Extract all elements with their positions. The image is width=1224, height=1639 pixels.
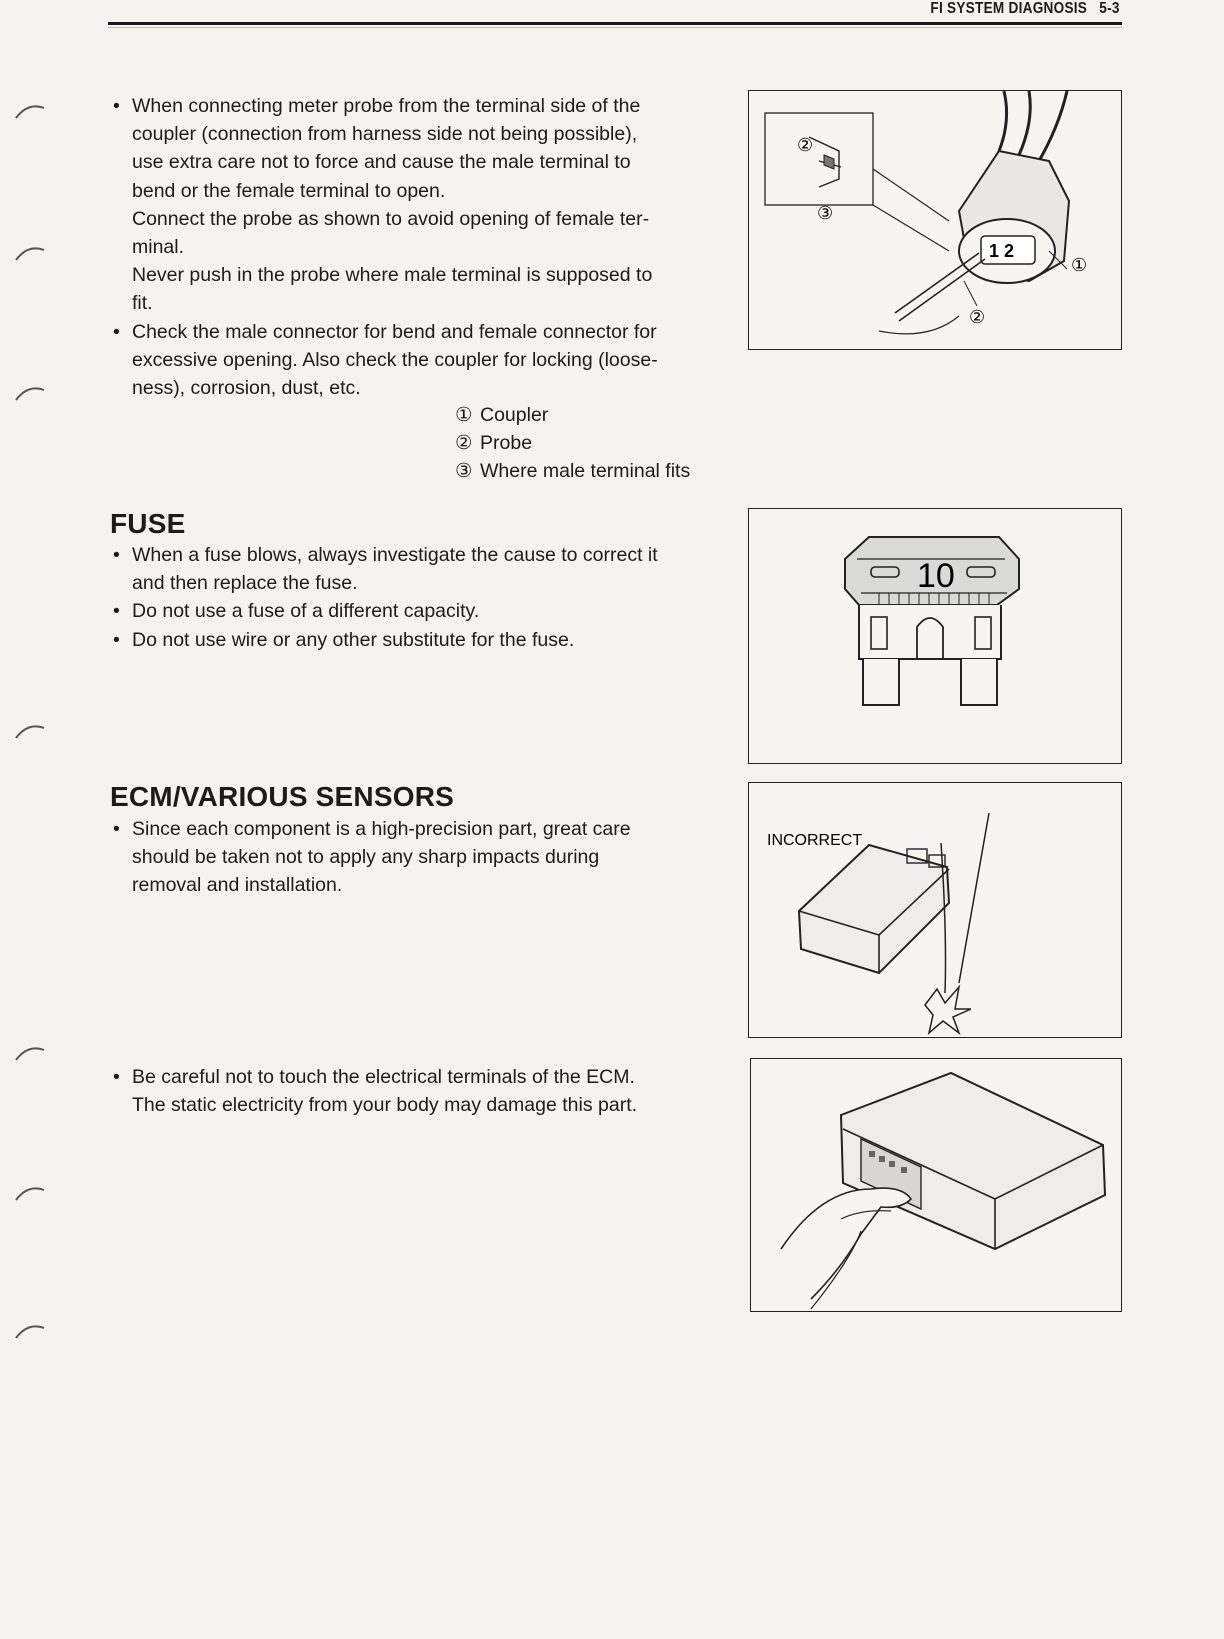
fuse-illustration — [749, 509, 1121, 763]
fuse-figure — [748, 508, 1122, 764]
text-line: should be taken not to apply any sharp impacts during — [132, 846, 600, 869]
incorrect-label: INCORRECT — [767, 832, 863, 849]
running-header — [931, 0, 1120, 18]
fuse-section-title: FUSE — [110, 508, 186, 539]
callout-1: ① — [1071, 255, 1088, 276]
legend-item-coupler — [455, 401, 690, 429]
fuse-bullet-2: • Do not use a fuse of a different capacity. — [113, 597, 718, 625]
text-line: minal. — [132, 236, 185, 259]
text-line: bend or the female terminal to open. — [132, 179, 446, 202]
ecm-section-title: ECM/VARIOUS SENSORS — [110, 781, 454, 812]
legend-number: ① — [455, 404, 473, 426]
binder-hole-mark — [14, 1320, 46, 1342]
probe-bullet-2 — [113, 318, 718, 403]
text-line: • Check the male connector for bend and female connector for — [132, 320, 657, 343]
text-line: coupler (connection from harness side not being possible), — [132, 123, 638, 146]
coupler-probe-figure — [748, 90, 1122, 350]
text-line: use extra care not to force and cause the male terminal to — [132, 151, 631, 174]
ecm-touch-illustration — [751, 1059, 1121, 1311]
svg-text:1 2: 1 2 — [989, 241, 1015, 261]
binder-hole-mark — [14, 1182, 46, 1204]
text-line: • When a fuse blows, always investigate the cause to correct it — [132, 544, 658, 566]
legend-number: ② — [455, 432, 473, 455]
legend-item-male-terminal — [455, 457, 690, 485]
legend-number: ③ — [455, 460, 473, 483]
legend-item-probe — [455, 429, 690, 457]
fuse-rating-label: 10 — [917, 557, 955, 595]
coupler-probe-illustration — [749, 91, 1121, 349]
text-line: • Since each component is a high-precision part, great care — [132, 818, 631, 840]
text-line: Connect the probe as shown to avoid opening of female ter- — [132, 207, 650, 230]
ecm-bullet-2 — [113, 1063, 718, 1119]
figure-legend — [455, 401, 690, 486]
page-number: 5-3 — [1099, 0, 1120, 17]
ecm-touch-figure — [750, 1058, 1122, 1312]
ecm-bullet-1 — [113, 815, 718, 900]
fuse-bullet-3: • Do not use wire or any other substitute for the fuse. — [113, 626, 718, 654]
binder-hole-mark — [14, 720, 46, 742]
fuse-section-text — [113, 541, 718, 654]
text-line: • Be careful not to touch the electrical terminals of the ECM. — [132, 1066, 635, 1088]
text-line: excessive opening. Also check the coupler for locking (loose- — [132, 348, 658, 371]
ecm-drop-illustration — [749, 783, 1121, 1037]
binder-hole-mark — [14, 1042, 46, 1064]
callout-2: ② — [969, 307, 986, 328]
text-line: removal and installation. — [132, 874, 343, 897]
header-rule-secondary — [108, 27, 1122, 28]
text-line: • When connecting meter probe from the terminal side of the — [132, 95, 641, 117]
binder-hole-mark — [14, 100, 46, 122]
probe-paragraph-2 — [113, 205, 718, 261]
ecm-section-text — [113, 815, 718, 900]
binder-hole-mark — [14, 382, 46, 404]
probe-section-text — [113, 92, 718, 402]
text-line: ness), corrosion, dust, etc. — [132, 377, 361, 400]
text-line: and then replace the fuse. — [132, 572, 358, 595]
text-line: fit. — [132, 292, 153, 315]
probe-paragraph-3 — [113, 261, 718, 317]
text-line: The static electricity from your body may damage this part. — [132, 1094, 638, 1117]
callout-2-inset: ② — [797, 135, 814, 156]
legend-text: Coupler — [480, 404, 549, 426]
header-rule — [108, 22, 1122, 25]
binder-hole-mark — [14, 242, 46, 264]
header-title: FI SYSTEM DIAGNOSIS — [930, 0, 1088, 17]
callout-3-inset: ③ — [817, 203, 834, 224]
ecm-static-text — [113, 1063, 718, 1119]
legend-text: Probe — [480, 432, 533, 455]
probe-bullet-1 — [113, 92, 718, 205]
fuse-bullet-1 — [113, 541, 718, 597]
ecm-drop-figure — [748, 782, 1122, 1038]
legend-text: Where male terminal fits — [480, 460, 691, 483]
text-line: Never push in the probe where male terminal is supposed to — [132, 264, 653, 287]
